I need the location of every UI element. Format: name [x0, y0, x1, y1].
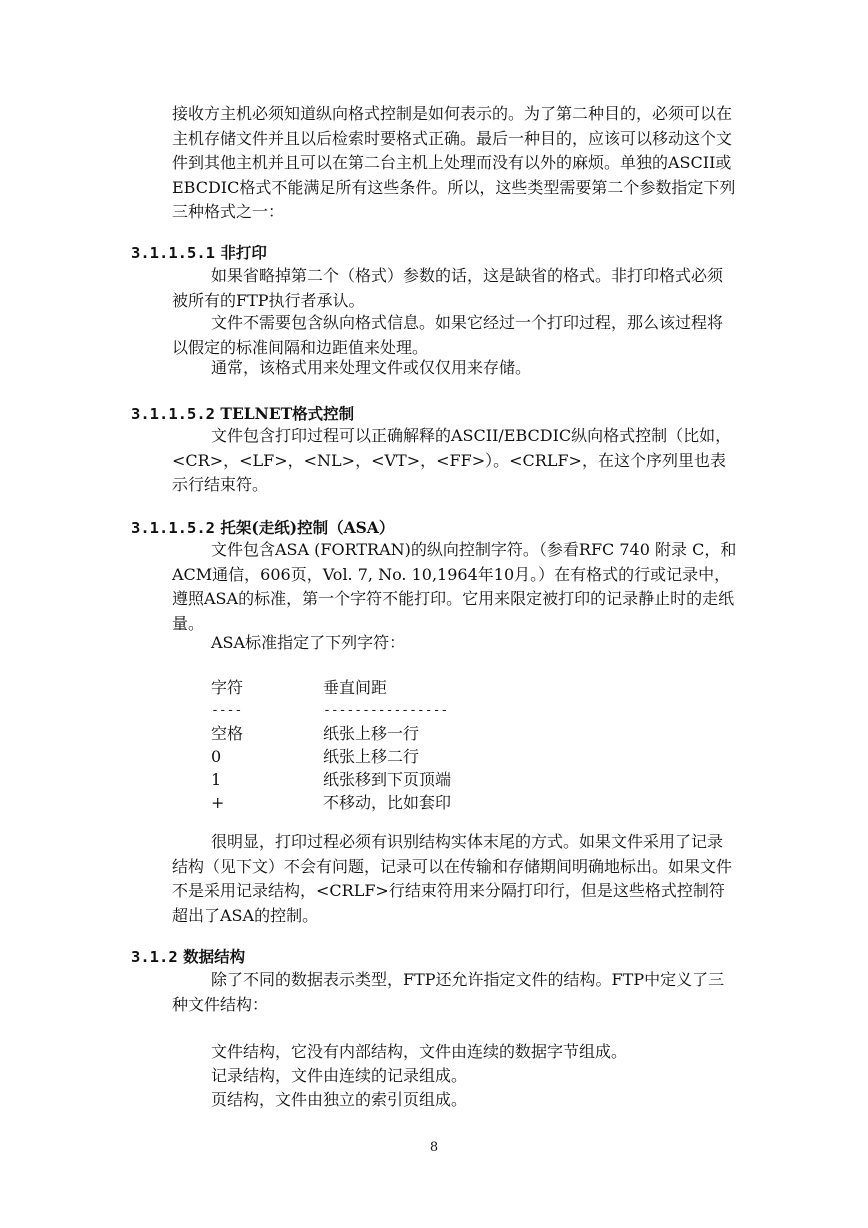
paragraph: 很明显，打印过程必须有识别结构实体末尾的方式。如果文件采用了记录结构（见下文）不会有问题，记录可以在传输和存储期间明确地标出。如果文件不是采用记录结构，<CRLF>行结束符用来分隔打印行，但是这些格式控制符超出了ASA的控制。: [172, 832, 733, 925]
section-title: 托架(走纸)控制（ASA）: [220, 518, 395, 537]
section-heading-asa: [131, 517, 394, 539]
paragraph: ASA标准指定了下列字符：: [211, 633, 406, 652]
page-number: 8: [429, 1140, 439, 1155]
table-cell: 纸张上移一行: [323, 724, 420, 743]
section-title: 非打印: [220, 243, 267, 262]
table-cell: +: [211, 793, 225, 812]
paragraph: 通常，该格式用来处理文件或仅仅用来存储。: [211, 358, 532, 377]
section-number: 3.1.1.5.1: [131, 244, 215, 262]
table-rule: ----: [211, 703, 243, 718]
section-number: 3.1.1.5.2: [131, 519, 215, 537]
structure-list: [211, 1040, 627, 1112]
table-header: 垂直间距: [323, 678, 388, 697]
paragraph: 如果省略掉第二个（格式）参数的话，这是缺省的格式。非打印格式必须被所有的FTP执行者承认。: [172, 266, 724, 310]
paragraph: 文件包含ASA (FORTRAN)的纵向控制字符。（参看RFC 740 附录 C，和ACM通信，606页，Vol. 7, No. 10,1964年10月。）在有格式的行或记录中，遵照ASA的标准，第一个字符不能打印。它用来限定被打印的记录静止时的走纸量。: [172, 540, 737, 633]
table-header: 字符: [211, 678, 244, 697]
list-item: 文件结构，它没有内部结构，文件由连续的数据字节组成。: [211, 1042, 628, 1061]
table-cell: 纸张上移二行: [323, 747, 420, 766]
table-cell: 纸张移到下页顶端: [323, 770, 452, 789]
section-title: TELNET格式控制: [220, 404, 355, 423]
list-item: 页结构，文件由独立的索引页组成。: [211, 1090, 468, 1109]
intro-paragraph: 接收方主机必须知道纵向格式控制是如何表示的。为了第二种目的，必须可以在主机存储文件并且以后检索时要格式正确。最后一种目的，应该可以移动这个文件到其他主机并且可以在第二台主机上处理而没有以外的麻烦。单独的ASCII或EBCDIC格式不能满足所有这些条件。所以，这些类型需要第二个参数指定下列三种格式之一：: [172, 104, 736, 221]
section-title: 数据结构: [183, 947, 246, 966]
paragraph: 除了不同的数据表示类型，FTP还允许指定文件的结构。FTP中定义了三种文件结构：: [172, 970, 725, 1014]
section-number: 3.1.2: [131, 948, 178, 966]
table-cell: 不移动，比如套印: [323, 793, 452, 812]
paragraph: 文件不需要包含纵向格式信息。如果它经过一个打印过程，那么该过程将以假定的标准间隔和边距值来处理。: [172, 313, 724, 357]
section-heading-3-1-2: [131, 946, 245, 968]
table-cell: 1: [211, 770, 222, 789]
list-item: 记录结构，文件由连续的记录组成。: [211, 1066, 468, 1085]
section-number: 3.1.1.5.2: [131, 405, 215, 423]
paragraph: 文件包含打印过程可以正确解释的ASCII/EBCDIC纵向格式控制（比如，<CR>，<LF>，<NL>，<VT>，<FF>）。<CRLF>，在这个序列里也表示行结束符。: [172, 426, 732, 494]
table-cell: 空格: [211, 724, 244, 743]
section-heading-3-1-1-5-2: [131, 403, 354, 425]
table-rule: ----------------: [323, 703, 449, 718]
section-heading-3-1-1-5-1: [131, 242, 267, 264]
table-cell: 0: [211, 747, 222, 766]
